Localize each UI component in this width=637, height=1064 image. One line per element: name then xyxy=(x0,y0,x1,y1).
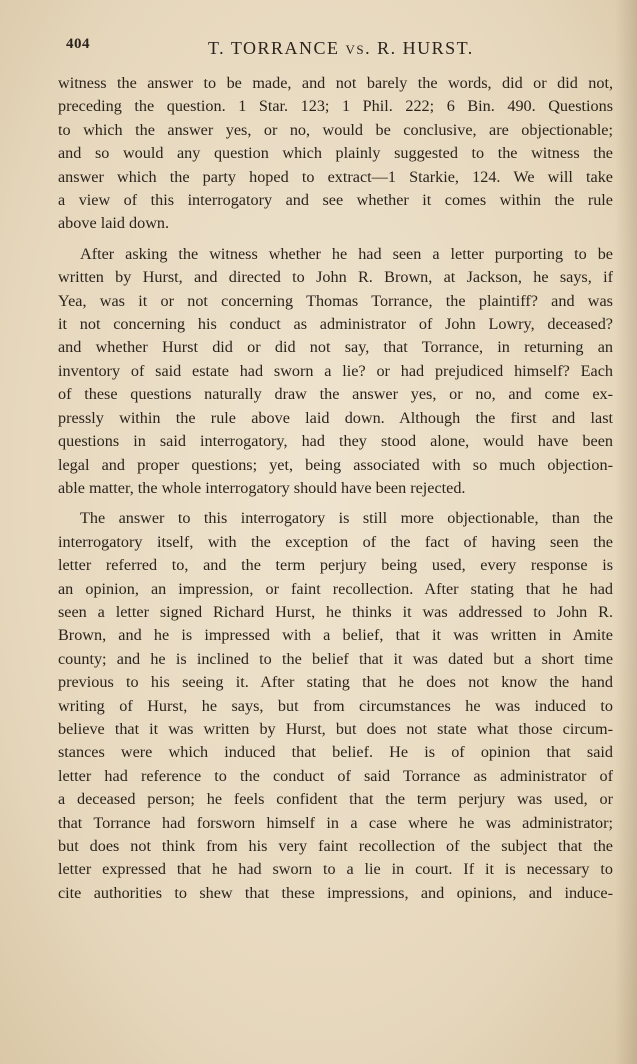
text-line: answer which the party hoped to extract—1 Starkie, 124. We will take xyxy=(58,167,613,186)
text-line: that Torrance had forsworn himself in a case where he was administrator; xyxy=(58,813,613,832)
text-line: inventory of said estate had sworn a lie? or had prejudiced himself? Each xyxy=(58,361,613,380)
page-number: 404 xyxy=(66,36,90,52)
page-header xyxy=(58,34,613,66)
paragraph-1 xyxy=(58,72,613,236)
text-line: pressly within the rule above laid down. Although the first and last xyxy=(58,408,613,427)
text-line: county; and he is inclined to the belief that it was dated but a short time xyxy=(58,649,613,668)
text-line: of these questions naturally draw the answer yes, or no, and come ex- xyxy=(58,385,613,404)
text-line: letter referred to, and the term perjury being used, every response is xyxy=(58,556,613,575)
text-line: legal and proper questions; yet, being associated with so much objection- xyxy=(58,455,613,474)
text-line: able matter, the whole interrogatory should have been rejected. xyxy=(58,478,466,497)
text-line: and so would any question which plainly suggested to the witness the xyxy=(58,144,613,163)
text-line: a view of this interrogatory and see whether it comes within the rule xyxy=(58,191,613,210)
running-head: T. TORRANCE vs. R. HURST. xyxy=(208,38,474,58)
text-line: preceding the question. 1 Star. 123; 1 Phil. 222; 6 Bin. 490. Questions xyxy=(58,97,613,116)
paragraph-3 xyxy=(58,507,613,905)
text-line: interrogatory itself, with the exception of the fact of having seen the xyxy=(58,532,613,551)
text-line: stances were which induced that belief. He is of opinion that said xyxy=(58,743,613,762)
text-line: cite authorities to shew that these impressions, and opinions, and induce- xyxy=(58,883,613,902)
text-line: written by Hurst, and directed to John R. Brown, at Jackson, he says, if xyxy=(58,268,613,287)
text-line: seen a letter signed Richard Hurst, he thinks it was addressed to John R. xyxy=(58,602,613,621)
text-line: above laid down. xyxy=(58,214,170,233)
text-line: to which the answer yes, or no, would be conclusive, are objectionable; xyxy=(58,120,613,139)
text-line: letter expressed that he had sworn to a lie in court. If it is necessary to xyxy=(58,860,613,879)
text-line: Yea, was it or not concerning Thomas Torrance, the plaintiff? and was xyxy=(58,291,613,310)
text-line: it not concerning his conduct as administrator of John Lowry, deceased? xyxy=(58,315,613,334)
paragraph-2 xyxy=(58,243,613,500)
body-text xyxy=(58,72,613,905)
text-line: witness the answer to be made, and not barely the words, did or did not, xyxy=(58,74,613,92)
text-line: an opinion, an impression, or faint recollection. After stating that he had xyxy=(58,579,613,598)
text-line: believe that it was written by Hurst, but does not state what those circum- xyxy=(58,719,613,738)
text-line: writing of Hurst, he says, but from circumstances he was induced to xyxy=(58,696,613,715)
text-line: but does not think from his very faint recollection of the subject that the xyxy=(58,837,613,855)
text-line: and whether Hurst did or did not say, that Torrance, in returning an xyxy=(58,338,613,357)
text-line: The answer to this interrogatory is still more objectionable, than the xyxy=(80,509,613,528)
text-line: previous to his seeing it. After stating that he does not know the hand xyxy=(58,673,613,692)
text-line: Brown, and he is impressed with a belief, that it was written in Amite xyxy=(58,626,613,645)
text-line: letter had reference to the conduct of said Torrance as administrator of xyxy=(58,766,613,785)
text-line: After asking the witness whether he had seen a letter purporting to be xyxy=(80,244,613,263)
text-line: a deceased person; he feels confident that the term perjury was used, or xyxy=(58,790,613,809)
text-line: questions in said interrogatory, had they stood alone, would have been xyxy=(58,432,613,451)
